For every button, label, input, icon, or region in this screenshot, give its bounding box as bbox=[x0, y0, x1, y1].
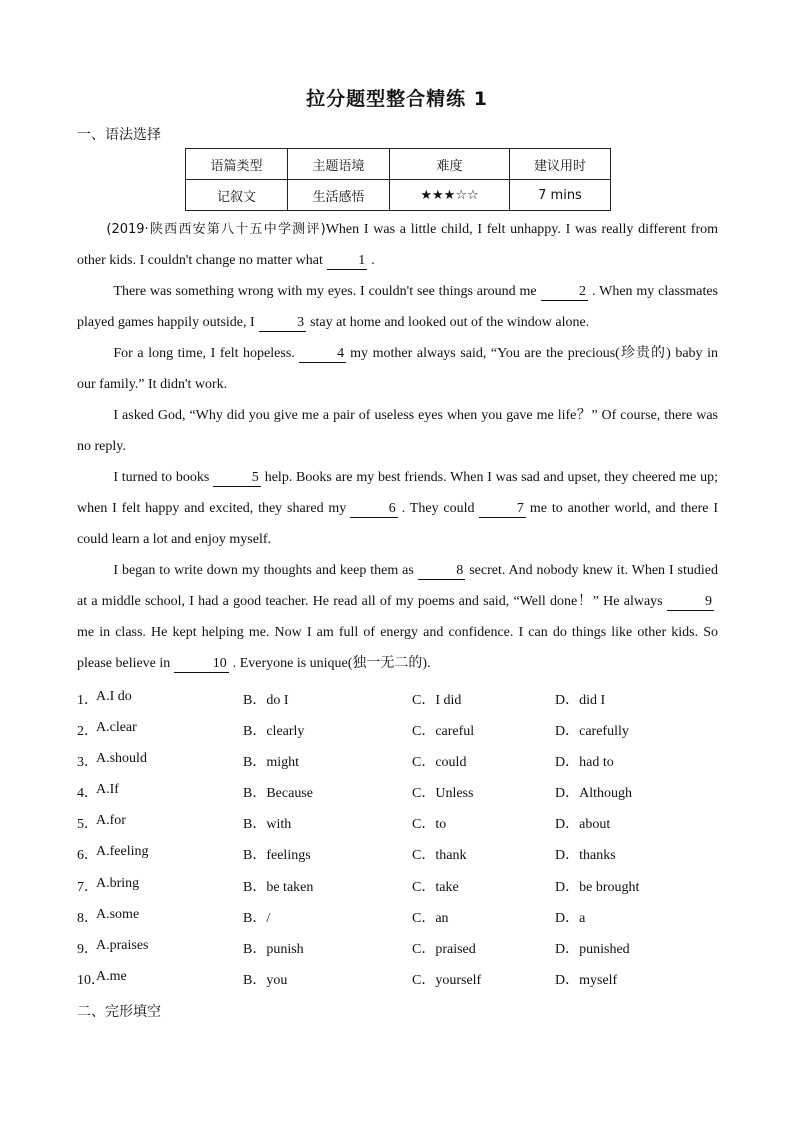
option-b: B．punish bbox=[243, 941, 304, 957]
option-row: 4． A.If B．Because C．Unless D．Although bbox=[77, 782, 632, 802]
option-c: C．thank bbox=[412, 848, 467, 864]
option-c: C．to bbox=[412, 817, 447, 833]
option-row: 6． A.feeling B．feelings C．thank D．thanks bbox=[77, 844, 616, 864]
blank-6: 6 bbox=[350, 501, 397, 518]
option-row: 2． A.clear B．clearly C．careful D．carefully bbox=[77, 720, 629, 740]
option-d: D．thanks bbox=[555, 848, 616, 864]
header-difficulty: 难度 bbox=[390, 149, 510, 180]
option-row: 9． A.praises B．punish C．praised D．punished bbox=[77, 937, 630, 957]
option-row: 5． A.for B．with C．to D．about bbox=[77, 813, 611, 833]
option-d: D．carefully bbox=[555, 724, 629, 740]
passage-source: (2019·陕西西安第八十五中学测评) bbox=[106, 222, 326, 237]
info-table bbox=[185, 148, 611, 211]
option-row: 10． A.me B．you C．yourself D．myself bbox=[77, 968, 618, 988]
option-a: A.should bbox=[96, 751, 147, 767]
option-b: B．clearly bbox=[243, 724, 305, 740]
option-a: A.I do bbox=[96, 689, 132, 704]
blank-5: 5 bbox=[213, 470, 260, 487]
option-c: C．Unless bbox=[412, 786, 474, 802]
section-heading-grammar: 一、语法选择 bbox=[77, 127, 161, 143]
option-a: A.If bbox=[96, 782, 119, 798]
option-a: A.me bbox=[96, 968, 127, 984]
blank-8: 8 bbox=[418, 563, 465, 580]
option-b: B．might bbox=[243, 755, 300, 771]
option-a: A.some bbox=[96, 906, 140, 922]
header-theme: 主题语境 bbox=[288, 149, 390, 180]
option-row: 8． A.some B．/ C．an D．a bbox=[77, 906, 586, 926]
info-table-header-row bbox=[186, 149, 611, 180]
blank-9: 9 bbox=[667, 594, 714, 611]
option-d: D．a bbox=[555, 910, 586, 926]
option-d: D．punished bbox=[555, 941, 630, 957]
reading-passage bbox=[77, 214, 718, 679]
passage-paragraph-3: For a long time, I felt hopeless. 4 my mother always said, “You are the precious(珍贵的) baby in our family.” It didn't work. bbox=[77, 346, 719, 392]
blank-4: 4 bbox=[299, 346, 346, 363]
passage-paragraph-6: I began to write down my thoughts and keep them as 8 secret. And nobody knew it. When I studied at a middle school, I had a good teacher. He read all of my poems and said, “Well done！” He always 9me in class. He kept helping me. Now I am full of energy and confidence. I can do things like other kids. So please believe in 10 . Everyone is unique(独一无二的). bbox=[77, 563, 718, 671]
value-suggested-time: 7 mins bbox=[510, 180, 611, 211]
passage-paragraph-4: I asked God, “Why did you give me a pair of useless eyes when you gave me life？” Of course, there was no reply. bbox=[77, 408, 718, 454]
blank-3: 3 bbox=[259, 315, 306, 332]
passage-paragraph-2: There was something wrong with my eyes. I couldn't see things around me 2 . When my classmates played games happily outside, I 3 stay at home and looked out of the window alone. bbox=[77, 284, 719, 330]
option-row: 7． A.bring B．be taken C．take D．be brought bbox=[77, 875, 640, 895]
blank-10: 10 bbox=[174, 656, 228, 673]
option-a: A.for bbox=[96, 813, 126, 829]
option-b: B．feelings bbox=[243, 848, 311, 864]
option-c: C．careful bbox=[412, 724, 475, 740]
value-text-type: 记叙文 bbox=[186, 180, 288, 211]
header-text-type: 语篇类型 bbox=[186, 149, 288, 180]
option-c: C．an bbox=[412, 910, 449, 926]
option-a: A.praises bbox=[96, 937, 149, 953]
option-row: 1． A.I do B．do I C．I did D．did I bbox=[77, 689, 606, 708]
option-a: A.bring bbox=[96, 875, 140, 891]
blank-2: 2 bbox=[541, 284, 588, 301]
option-c: C．yourself bbox=[412, 972, 482, 988]
option-d: D．be brought bbox=[555, 879, 640, 895]
header-suggested-time: 建议用时 bbox=[510, 149, 611, 180]
option-b: B．you bbox=[243, 972, 288, 988]
blank-7: 7 bbox=[479, 501, 526, 518]
option-c: C．could bbox=[412, 755, 467, 771]
option-row: 3． A.should B．might C．could D．had to bbox=[77, 751, 614, 771]
option-c: C．I did bbox=[412, 693, 462, 708]
option-d: D．myself bbox=[555, 972, 618, 988]
option-d: D．did I bbox=[555, 693, 606, 708]
option-b: B．with bbox=[243, 817, 292, 833]
info-table-value-row bbox=[186, 180, 611, 211]
option-d: D．about bbox=[555, 817, 611, 833]
option-b: B．be taken bbox=[243, 879, 314, 895]
option-c: C．praised bbox=[412, 941, 476, 957]
answer-options bbox=[77, 683, 737, 994]
option-c: C．take bbox=[412, 879, 459, 895]
option-d: D．Although bbox=[555, 786, 632, 802]
page-title: 拉分题型整合精练 1 bbox=[306, 88, 488, 110]
blank-1: 1 bbox=[327, 253, 367, 270]
value-difficulty: ★★★☆☆ bbox=[390, 180, 510, 211]
option-a: A.feeling bbox=[96, 844, 149, 860]
option-b: B．/ bbox=[243, 910, 271, 926]
option-a: A.clear bbox=[96, 720, 137, 736]
option-b: B．Because bbox=[243, 786, 313, 802]
passage-paragraph-1: (2019·陕西西安第八十五中学测评)When I was a little child, I felt unhappy. I was really different from other kids. I couldn't change no matter what 1 . bbox=[77, 222, 718, 268]
section-heading-cloze: 二、完形填空 bbox=[77, 1004, 161, 1020]
option-d: D．had to bbox=[555, 755, 614, 771]
passage-paragraph-5: I turned to books 5 help. Books are my best friends. When I was sad and upset, they cheered me up; when I felt happy and excited, they shared my 6 . They could 7 me to another world, and there I could learn a lot and enjoy myself. bbox=[77, 470, 719, 547]
option-b: B．do I bbox=[243, 693, 289, 708]
value-theme: 生活感悟 bbox=[288, 180, 390, 211]
